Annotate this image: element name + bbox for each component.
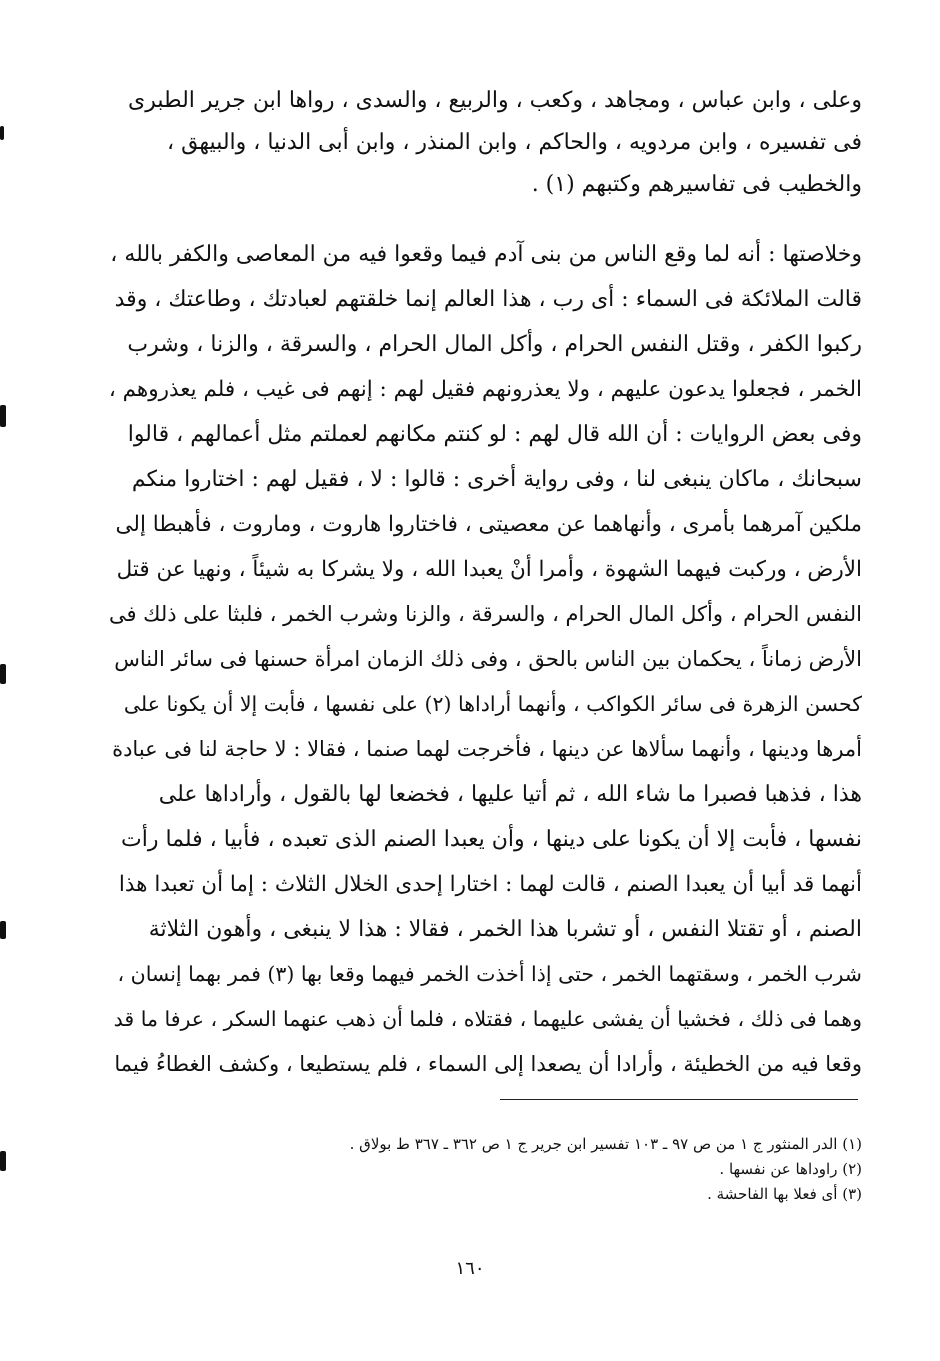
footnotes	[150, 1132, 862, 1207]
scan-mark	[0, 921, 6, 939]
text-line: أنهما قد أبيا أن يعبدا الصنم ، قالت لهما : اختارا إحدى الخلال الثلاث : إما أن تعبدا هذا	[118, 872, 862, 897]
scan-mark	[0, 1151, 6, 1171]
footnote-1: (١) الدر المنثور ج ١ من ص ٩٧ ـ ١٠٣ تفسير ابن جرير ج ١ ص ٣٦٢ ـ ٣٦٧ ط بولاق .	[349, 1135, 862, 1153]
text-line: قالت الملائكة فى السماء : أى رب ، هذا العالم إنما خلقتهم لعبادتك ، وطاعتك ، وقد	[114, 287, 862, 312]
paragraph-1	[108, 80, 862, 206]
text-line: وخلاصتها : أنه لما وقع الناس من بنى آدم فيما وقعوا فيه من المعاصى والكفر بالله ،	[110, 242, 862, 267]
scan-mark	[0, 126, 4, 140]
text-line: الخمر ، فجعلوا يدعون عليهم ، ولا يعذرونهم فقيل لهم : إنهم فى غيب ، فلم يعذروهم ،	[108, 377, 862, 402]
scan-mark	[0, 664, 6, 684]
text-line: كحسن الزهرة فى سائر الكواكب ، وأنهما أراداها (٢) على نفسها ، فأبت إلا أن يكونا على	[123, 692, 862, 716]
text-line: وفى بعض الروايات : أن الله قال لهم : لو كنتم مكانهم لعملتم مثل أعمالهم ، قالوا	[127, 422, 862, 447]
paragraph-2	[108, 232, 862, 1087]
text-line: الأرض ، وركبت فيهما الشهوة ، وأمرا أنْ يعبدا الله ، ولا يشركا به شيئاً ، ونهيا عن قتل	[116, 557, 862, 582]
text-line: سبحانك ، ماكان ينبغى لنا ، وفى رواية أخرى : قالوا : لا ، فقيل لهم : اختاروا منكم	[131, 467, 862, 492]
text-line: وهما فى ذلك ، فخشيا أن يفشى عليهما ، فقتلاه ، فلما أن ذهب عنهما السكر ، عرفا ما قد	[113, 1007, 862, 1031]
text-line: الصنم ، أو تقتلا النفس ، أو تشربا هذا الخمر ، فقالا : هذا لا ينبغى ، وأهون الثلاثة	[148, 917, 862, 942]
text-line: النفس الحرام ، وأكل المال الحرام ، والسرقة ، والزنا وشرب الخمر ، فلبثا على ذلك فى	[108, 602, 862, 626]
text-line: هذا ، فذهبا فصبرا ما شاء الله ، ثم أتيا عليها ، فخضعا لها بالقول ، وأراداها على	[158, 782, 862, 807]
text-line: ركبوا الكفر ، وقتل النفس الحرام ، وأكل المال الحرام ، والسرقة ، والزنا ، وشرب	[127, 332, 862, 357]
footnote-2: (٢) راوداها عن نفسها .	[719, 1160, 862, 1178]
text-line: ملكين آمرهما بأمرى ، وأنهاهما عن معصيتى ، فاختاروا هاروت ، وماروت ، فأهبطا إلى	[115, 512, 862, 537]
footnote-3: (٣) أى فعلا بها الفاحشة .	[707, 1185, 862, 1203]
text-line: وعلى ، وابن عباس ، ومجاهد ، وكعب ، والربيع ، والسدى ، رواها ابن جرير الطبرى	[128, 88, 862, 113]
page-number: ١٦٠	[455, 1258, 485, 1279]
text-line: فى تفسيره ، وابن مردويه ، والحاكم ، وابن المنذر ، وابن أبى الدنيا ، والبيهق ،	[166, 130, 862, 155]
text-line: نفسها ، فأبت إلا أن يكونا على دينها ، وأن يعبدا الصنم الذى تعبده ، فأبيا ، فلما رأت	[121, 827, 862, 852]
scan-mark	[0, 405, 6, 427]
text-line: وقعا فيه من الخطيئة ، وأرادا أن يصعدا إلى السماء ، فلم يستطيعا ، وكشف الغطاءُ فيما	[114, 1052, 862, 1076]
text-line: شرب الخمر ، وسقتهما الخمر ، حتى إذا أخذت الخمر فيهما وقعا بها (٣) فمر بهما إنسان ،	[117, 962, 862, 986]
footnote-divider	[500, 1099, 858, 1100]
text-line: والخطيب فى تفاسيرهم وكتبهم (١) .	[531, 172, 862, 197]
text-line: أمرها ودينها ، وأنهما سألاها عن دينها ، فأخرجت لهما صنما ، فقالا : لا حاجة لنا فى عبادة	[112, 737, 862, 761]
text-line: الأرض زماناً ، يحكمان بين الناس بالحق ، وفى ذلك الزمان امرأة حسنها فى سائر الناس	[114, 647, 862, 671]
